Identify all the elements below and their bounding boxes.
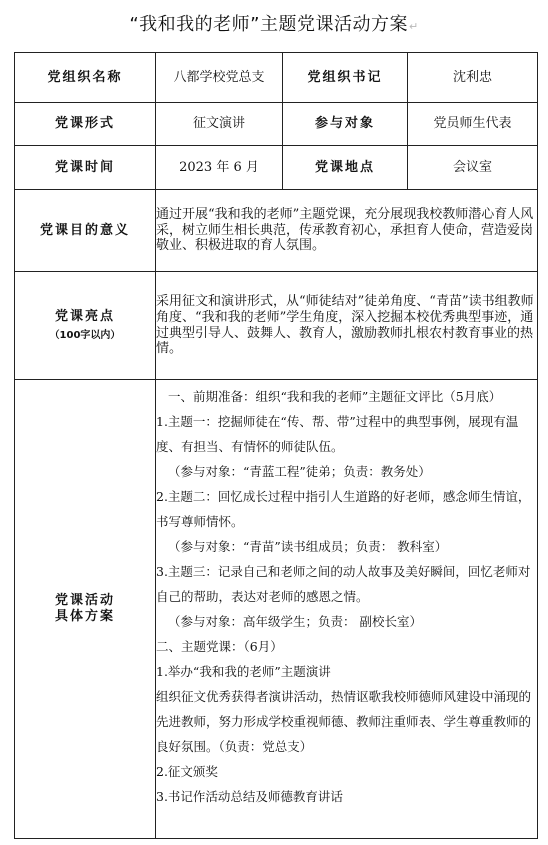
- plan-line: 3.书记作活动总结及师德教育讲话: [156, 789, 343, 804]
- highlights-label-cell: [15, 272, 156, 380]
- lesson-format-label: 党课形式: [15, 103, 156, 146]
- plan-line: （参与对象：“青蓝工程”徒弟；负责：教务处）: [168, 464, 431, 479]
- document-title-text: “我和我的老师”主题党课活动方案: [129, 14, 408, 35]
- highlights-label: 党课亮点: [54, 308, 115, 324]
- plan-line: 组织征文优秀获得者演讲活动，热情讴歌我校师德师风建设中涌现的先进教师，努力形成学校重视师德、教师注重师表、学生尊重教师的良好氛围。（负责：党总支）: [156, 689, 532, 754]
- lesson-time-value: 2023 年 6 月: [156, 146, 283, 190]
- plan-label-cell: [15, 380, 156, 839]
- plan-line: 3.主题三：记录自己和老师之间的动人故事及美好瞬间，回忆老师对自己的帮助，表达对老师的感恩之情。: [156, 564, 531, 604]
- table-row-highlights: [15, 272, 538, 380]
- plan-line: 2.主题二：回忆成长过程中指引人生道路的好老师，感念师生情谊，书写尊师情怀。: [156, 489, 531, 529]
- lesson-location-label: 党课地点: [283, 146, 408, 190]
- plan-content: [156, 380, 538, 839]
- participants-label: 参与对象: [283, 103, 408, 146]
- plan-line: 2.征文颁奖: [156, 764, 218, 779]
- table-row-purpose: [15, 190, 538, 272]
- table-row-plan: [15, 380, 538, 839]
- plan-line: 1.举办“我和我的老师”主题演讲: [156, 664, 331, 679]
- lesson-location-value: 会议室: [408, 146, 538, 190]
- purpose-label: 党课目的意义: [15, 190, 156, 272]
- plan-line: 一、前期准备：组织“我和我的老师”主题征文评比（5月底）: [168, 389, 502, 404]
- party-org-name-value: 八都学校党总支: [156, 53, 283, 103]
- lesson-time-label: 党课时间: [15, 146, 156, 190]
- document-title: [0, 10, 548, 36]
- table-row-time: [15, 146, 538, 190]
- plan-label-line1: 党课活动: [54, 593, 115, 609]
- plan-label-line2: 具体方案: [54, 609, 115, 624]
- plan-line: （参与对象：“青苗”读书组成员；负责： 教科室）: [168, 539, 448, 554]
- plan-table: [14, 52, 538, 839]
- participants-value: 党员师生代表: [408, 103, 538, 146]
- highlights-text: 采用征文和演讲形式，从“师徒结对”徒弟角度、“青苗”读书组教师角度、“我和我的老师”学生角度，深入挖掘本校优秀典型事迹，通过典型引导人、鼓舞人、教育人，激励教师扎根农村教育事业的热情。: [156, 272, 538, 380]
- plan-line: 二、主题党课：（6月）: [156, 639, 283, 654]
- table-row-party-org: [15, 53, 538, 103]
- purpose-text: 通过开展“我和我的老师”主题党课，充分展现我校教师潜心育人风采，树立师生相长典范，传承教育初心，承担育人使命，营造爱岗敬业、积极进取的育人氛围。: [156, 190, 538, 272]
- plan-line: 1.主题一：挖掘师徒在“传、帮、带”过程中的典型事例，展现有温度、有担当、有情怀的师徒队伍。: [156, 414, 519, 454]
- lesson-format-value: 征文演讲: [156, 103, 283, 146]
- table-row-format: [15, 103, 538, 146]
- highlights-sublabel: （100字以内）: [49, 330, 121, 342]
- party-secretary-value: 沈利忠: [408, 53, 538, 103]
- party-org-name-label: 党组织名称: [15, 53, 156, 103]
- party-secretary-label: 党组织书记: [283, 53, 408, 103]
- paragraph-mark-icon: ↵: [408, 20, 419, 33]
- plan-line: （参与对象：高年级学生；负责： 副校长室）: [168, 614, 422, 629]
